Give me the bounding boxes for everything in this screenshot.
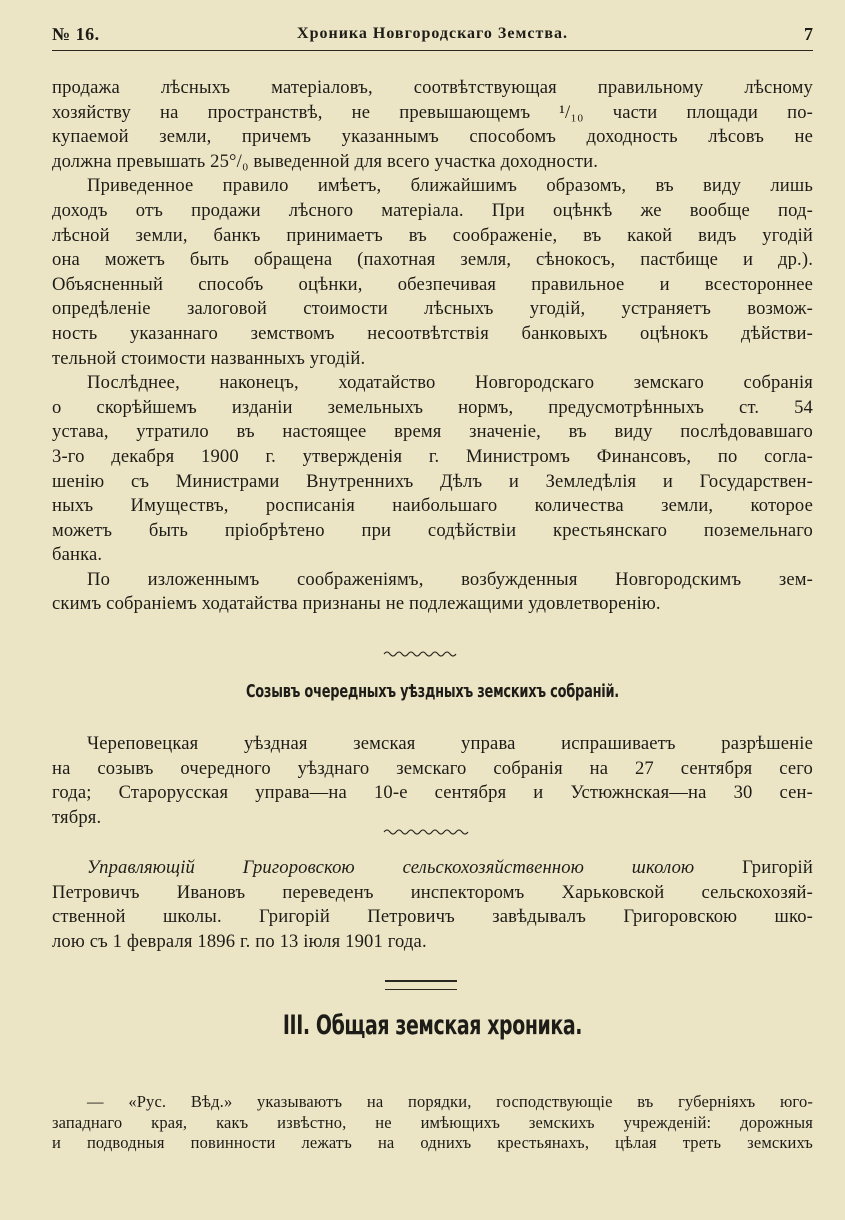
text-line: тельной стоимости названныхъ угодій. (52, 347, 366, 369)
text-line: ность указаннаго земствомъ несоотвѣтствія банковыхъ оцѣнокъ дѣйстви- (52, 322, 813, 344)
text-line: тября. (52, 806, 102, 828)
text-line: шенію съ Министрами Внутреннихъ Дѣлъ и Земледѣлія и Государствен- (52, 470, 813, 492)
text-line: на созывъ очередного уѣзднаго земскаго собранія на 27 сентября сего (52, 757, 813, 779)
paragraph-2 (52, 174, 813, 371)
text-line: купаемой земли, причемъ указаннымъ способомъ доходность лѣсовъ не (52, 126, 813, 148)
wavy-divider (0, 648, 845, 660)
text-line: лѣсной земли, банкъ принимаетъ въ соображеніе, въ какой видъ угодій (52, 224, 813, 246)
text-line: 3-го декабря 1900 г. утвержденія г. Министромъ Финансовъ, по согла- (52, 445, 813, 467)
text-line: доходъ отъ продажи лѣсного матеріала. При оцѣнкѣ же вообще под- (52, 199, 813, 221)
text-line: скимъ собраніемъ ходатайства признаны не подлежащими удовлетворенію. (52, 593, 661, 615)
text-line: продажа лѣсныхъ матеріаловъ, соотвѣтствующая правильному лѣсному (52, 77, 813, 98)
text-line: о скорѣйшемъ изданіи земельныхъ нормъ, предусмотрѣнныхъ ст. 54 (52, 396, 813, 418)
convocation-text (52, 732, 813, 830)
double-rule-divider (385, 980, 457, 990)
paragraph-4 (52, 568, 813, 617)
wavy-divider (0, 826, 845, 838)
text-line: банка. (52, 544, 103, 566)
paragraph-7 (52, 1092, 813, 1154)
text-line: Послѣднее, наконецъ, ходатайство Новгородскаго земскаго собранія (87, 372, 813, 394)
text-line: и подводныя повинности лежатъ на однихъ крестьянахъ, цѣлая треть земскихъ (52, 1133, 813, 1152)
journal-title: Хроника Новгородскаго Земства. (297, 25, 568, 42)
lead-rest: Григорій (742, 857, 813, 878)
paragraph-1 (52, 76, 813, 174)
text-line: западнаго края, какъ извѣстно, не имѣющихъ земскихъ учрежденій: дорожныя (52, 1112, 813, 1132)
chronicle-text (52, 1092, 813, 1154)
text-line: можетъ быть пріобрѣтено при содѣйствіи крестьянскаго поземельнаго (52, 519, 813, 541)
text-line: — «Рус. Вѣд.» указываютъ на порядки, господствующіе въ губерніяхъ юго- (87, 1092, 813, 1111)
text-line: хозяйству на пространствѣ, не превышающемъ ¹/₁₀ части площади по- (52, 101, 813, 123)
issue-number: № 16. (52, 24, 100, 44)
text-line: Петровичъ Ивановъ переведенъ инспекторомъ Харьковской сельскохозяй- (52, 881, 813, 903)
text-line: лою съ 1 февраля 1896 г. по 13 іюля 1901 года. (52, 930, 427, 952)
text-line (52, 856, 813, 881)
text-line: она можетъ быть обращена (пахотная земля, сѣнокосъ, пастбище и др.). (52, 249, 813, 271)
text-line: устава, утратило въ настоящее время значеніе, въ виду послѣдовавшаго (52, 421, 813, 443)
appointment-text (52, 856, 813, 954)
text-line: Череповецкая уѣздная земская управа испрашиваетъ разрѣшеніе (87, 733, 813, 754)
section-title-convocation: Созывъ очередныхъ уѣздныхъ земскихъ собраній. (246, 681, 619, 702)
running-header (52, 24, 813, 51)
text-line: Объясненный способъ оцѣнки, обезпечивая правильное и всестороннее (52, 273, 813, 295)
text-line: должна превышать 25°/₀ выведенной для всего участка доходности. (52, 150, 599, 172)
page-number: 7 (804, 24, 813, 44)
italic-lead: Управляющій Григоровскою сельскохозяйственною школою (87, 857, 695, 878)
text-line: По изложеннымъ соображеніямъ, возбужденныя Новгородскимъ зем- (87, 568, 813, 590)
text-line: ныхъ Имуществъ, росписанія наибольшаго количества земли, которое (52, 495, 813, 517)
section-title-chronicle: III. Общая земская хроника. (282, 1010, 583, 1041)
text-line: ственной школы. Григорій Петровичъ завѣдывалъ Григоровскою шко- (52, 906, 813, 928)
paragraph-6 (52, 856, 813, 954)
text-line: опредѣленіе залоговой стоимости лѣсныхъ угодій, устраняетъ возмож- (52, 298, 813, 320)
text-line: Приведенное правило имѣетъ, ближайшимъ образомъ, въ виду лишь (87, 175, 813, 197)
paragraph-3 (52, 371, 813, 568)
text-line: года; Старорусская управа—на 10-е сентября и Устюжнская—на 30 сен- (52, 782, 813, 804)
article-body (52, 76, 813, 617)
paragraph-5 (52, 732, 813, 830)
